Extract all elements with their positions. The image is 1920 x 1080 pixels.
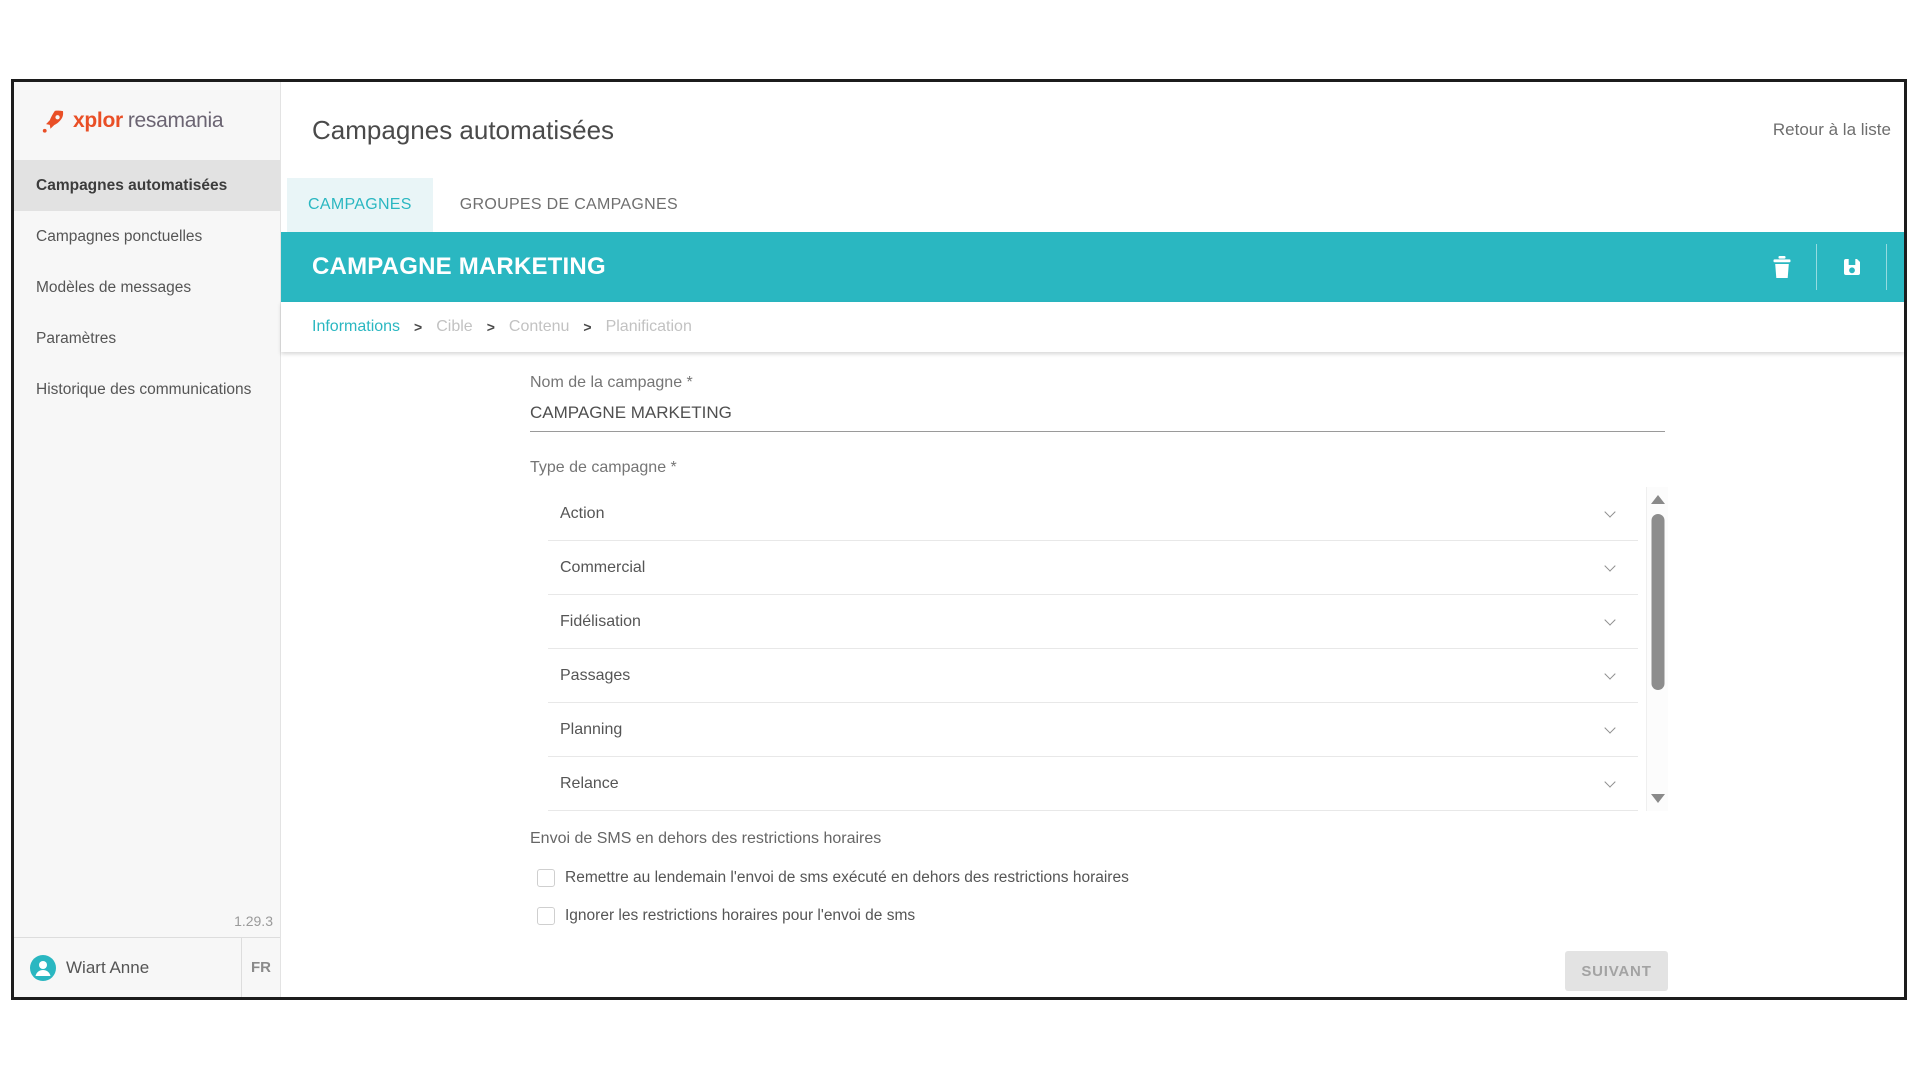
sidebar-item-label: Paramètres bbox=[36, 329, 117, 347]
sidebar-item-campagnes-automatisees[interactable] bbox=[14, 160, 280, 211]
campaign-type-options bbox=[548, 487, 1638, 811]
tab-label: CAMPAGNES bbox=[308, 196, 412, 213]
brand-name-light: resamania bbox=[127, 109, 224, 132]
campaign-title: CAMPAGNE MARKETING bbox=[312, 253, 606, 280]
app-version: 1.29.3 bbox=[234, 913, 273, 929]
sidebar-item-historique-des-communications[interactable] bbox=[14, 364, 280, 415]
save-campaign-button[interactable] bbox=[1817, 244, 1886, 290]
scrollbar-up-arrow[interactable] bbox=[1651, 495, 1665, 504]
breadcrumb-step-planification[interactable]: Planification bbox=[605, 318, 692, 335]
option-label: Passages bbox=[560, 666, 631, 684]
language-label: FR bbox=[251, 959, 271, 976]
breadcrumb-separator: > bbox=[486, 319, 495, 335]
campaign-title-bar bbox=[281, 232, 1904, 302]
chevron-down-icon bbox=[1604, 722, 1615, 733]
sms-restrictions-label: Envoi de SMS en dehors des restrictions horaires bbox=[530, 830, 882, 847]
language-selector[interactable] bbox=[241, 938, 280, 997]
campaign-name-input[interactable]: CAMPAGNE MARKETING bbox=[530, 402, 1665, 432]
page-header bbox=[281, 82, 1904, 178]
page-title: Campagnes automatisées bbox=[312, 114, 615, 145]
form-footer bbox=[530, 951, 1668, 991]
user-profile[interactable] bbox=[14, 938, 241, 997]
chevron-down-icon bbox=[1604, 614, 1615, 625]
trash-icon bbox=[1771, 255, 1793, 279]
type-option-passages[interactable] bbox=[548, 649, 1638, 703]
chevron-down-icon bbox=[1604, 506, 1615, 517]
sidebar-spacer bbox=[14, 415, 280, 913]
chevron-down-icon bbox=[1604, 668, 1615, 679]
option-label: Action bbox=[560, 504, 605, 522]
option-label: Fidélisation bbox=[560, 612, 641, 630]
type-option-action[interactable] bbox=[548, 487, 1638, 541]
type-option-fidelisation[interactable] bbox=[548, 595, 1638, 649]
tab-campagnes[interactable] bbox=[287, 178, 433, 232]
type-option-planning[interactable] bbox=[548, 703, 1638, 757]
checkbox-row-remettre bbox=[537, 867, 1904, 889]
breadcrumb-separator: > bbox=[583, 319, 592, 335]
sidebar bbox=[14, 82, 281, 997]
breadcrumb-step-cible[interactable]: Cible bbox=[436, 318, 473, 335]
scrollbar-down-arrow[interactable] bbox=[1651, 794, 1665, 803]
type-option-relance[interactable] bbox=[548, 757, 1638, 811]
scrollbar[interactable] bbox=[1646, 487, 1668, 811]
app-window bbox=[11, 79, 1907, 1000]
chevron-down-icon bbox=[1604, 776, 1615, 787]
brand-name-bold: xplor bbox=[73, 109, 123, 132]
delete-campaign-button[interactable] bbox=[1747, 244, 1816, 290]
avatar bbox=[30, 955, 56, 981]
app-logo bbox=[14, 82, 280, 160]
next-button[interactable]: SUIVANT bbox=[1565, 951, 1668, 991]
sidebar-item-label: Campagnes automatisées bbox=[36, 176, 228, 194]
user-icon bbox=[30, 955, 56, 981]
option-label: Planning bbox=[560, 720, 623, 738]
breadcrumb-step-contenu[interactable]: Contenu bbox=[508, 318, 570, 335]
tab-groupes-de-campagnes[interactable] bbox=[433, 178, 705, 232]
sidebar-item-label: Campagnes ponctuelles bbox=[36, 227, 203, 245]
option-label: Commercial bbox=[560, 558, 646, 576]
breadcrumb-step-informations[interactable]: Informations bbox=[312, 318, 401, 335]
option-label: Relance bbox=[560, 774, 619, 792]
sidebar-item-modeles-de-messages[interactable] bbox=[14, 262, 280, 313]
ignorer-checkbox[interactable] bbox=[537, 907, 555, 925]
tab-label: GROUPES DE CAMPAGNES bbox=[459, 196, 678, 213]
user-name: Wiart Anne bbox=[66, 957, 150, 977]
sidebar-item-label: Historique des communications bbox=[36, 380, 252, 398]
campaign-actions bbox=[1747, 244, 1887, 290]
save-icon bbox=[1840, 255, 1864, 279]
breadcrumb-separator: > bbox=[414, 319, 423, 335]
scrollbar-thumb[interactable] bbox=[1651, 514, 1664, 690]
remettre-checkbox[interactable] bbox=[537, 869, 555, 887]
rocket-icon bbox=[40, 108, 67, 135]
checkbox-label: Ignorer les restrictions horaires pour l'envoi de sms bbox=[565, 907, 916, 924]
sidebar-item-campagnes-ponctuelles[interactable] bbox=[14, 211, 280, 262]
sidebar-item-label: Modèles de messages bbox=[36, 278, 192, 296]
campaign-name-label: Nom de la campagne * bbox=[530, 374, 693, 391]
checkbox-row-ignorer bbox=[537, 905, 1904, 927]
chevron-down-icon bbox=[1604, 560, 1615, 571]
user-row bbox=[14, 937, 280, 997]
campaign-type-label: Type de campagne * bbox=[530, 459, 677, 476]
sidebar-item-parametres[interactable] bbox=[14, 313, 280, 364]
action-divider bbox=[1886, 244, 1887, 290]
back-to-list-link[interactable]: Retour à la liste bbox=[1772, 120, 1891, 139]
main-area bbox=[281, 82, 1904, 997]
breadcrumb bbox=[281, 302, 1904, 352]
form-content bbox=[281, 352, 1904, 997]
type-option-commercial[interactable] bbox=[548, 541, 1638, 595]
checkbox-label: Remettre au lendemain l'envoi de sms exécuté en dehors des restrictions horaires bbox=[565, 869, 1129, 886]
campaign-type-listbox bbox=[548, 487, 1668, 811]
tabs-row bbox=[281, 178, 1904, 232]
